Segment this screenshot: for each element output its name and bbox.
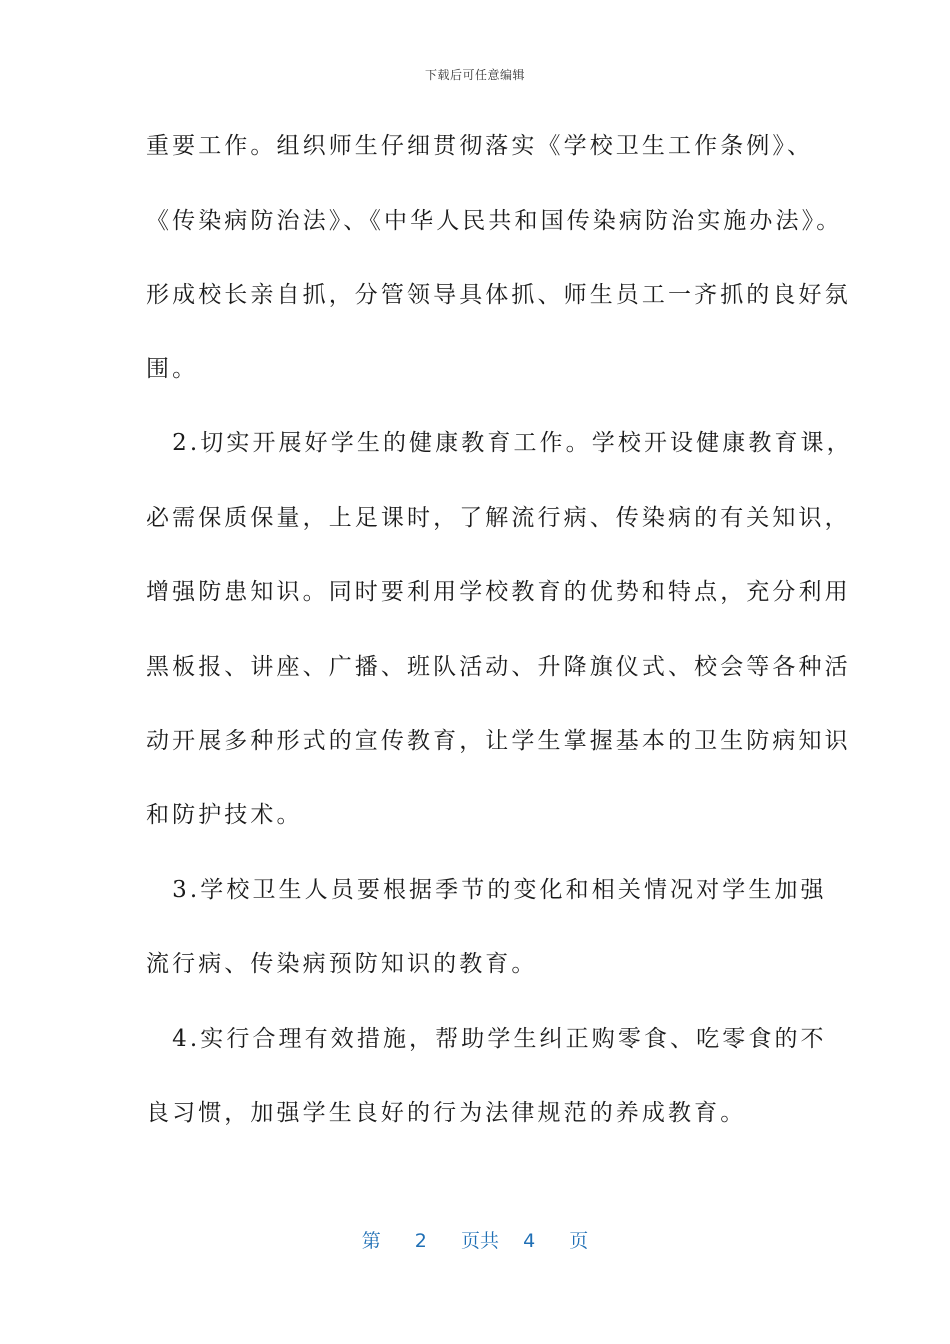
body-line: 动开展多种形式的宣传教育，让学生掌握基本的卫生防病知识 <box>146 728 851 754</box>
body-line: 《传染病防治法》、《中华人民共和国传染病防治实施办法》。 <box>146 208 843 234</box>
total-pages-number: 4 <box>523 1230 536 1252</box>
footer-middle: 页共 <box>460 1230 499 1252</box>
footer-suffix: 页 <box>569 1230 589 1252</box>
body-line: 黑板报、讲座、广播、班队活动、升降旗仪式、校会等各种活 <box>146 654 851 680</box>
body-line: 和防护技术。 <box>146 802 303 828</box>
body-line: 形成校长亲自抓，分管领导具体抓、师生员工一齐抓的良好氛 <box>146 282 851 308</box>
footer-prefix: 第 <box>361 1230 381 1252</box>
body-line: 重要工作。组织师生仔细贯彻落实《学校卫生工作条例》、 <box>146 133 814 159</box>
body-line: 良习惯，加强学生良好的行为法律规范的养成教育。 <box>146 1100 747 1126</box>
body-line: 流行病、传染病预防知识的教育。 <box>146 951 538 977</box>
page-footer <box>0 1226 950 1253</box>
body-line: 2.切实开展好学生的健康教育工作。学校开设健康教育课， <box>146 430 853 456</box>
body-line: 必需保质保量，上足课时，了解流行病、传染病的有关知识， <box>146 505 851 531</box>
body-line: 4.实行合理有效措施，帮助学生纠正购零食、吃零食的不 <box>146 1026 827 1052</box>
header-note: 下载后可任意编辑 <box>424 68 525 82</box>
body-line: 围。 <box>146 356 199 382</box>
current-page-number: 2 <box>414 1230 427 1252</box>
body-line: 3.学校卫生人员要根据季节的变化和相关情况对学生加强 <box>146 877 827 903</box>
body-line: 增强防患知识。同时要利用学校教育的优势和特点，充分利用 <box>146 579 851 605</box>
